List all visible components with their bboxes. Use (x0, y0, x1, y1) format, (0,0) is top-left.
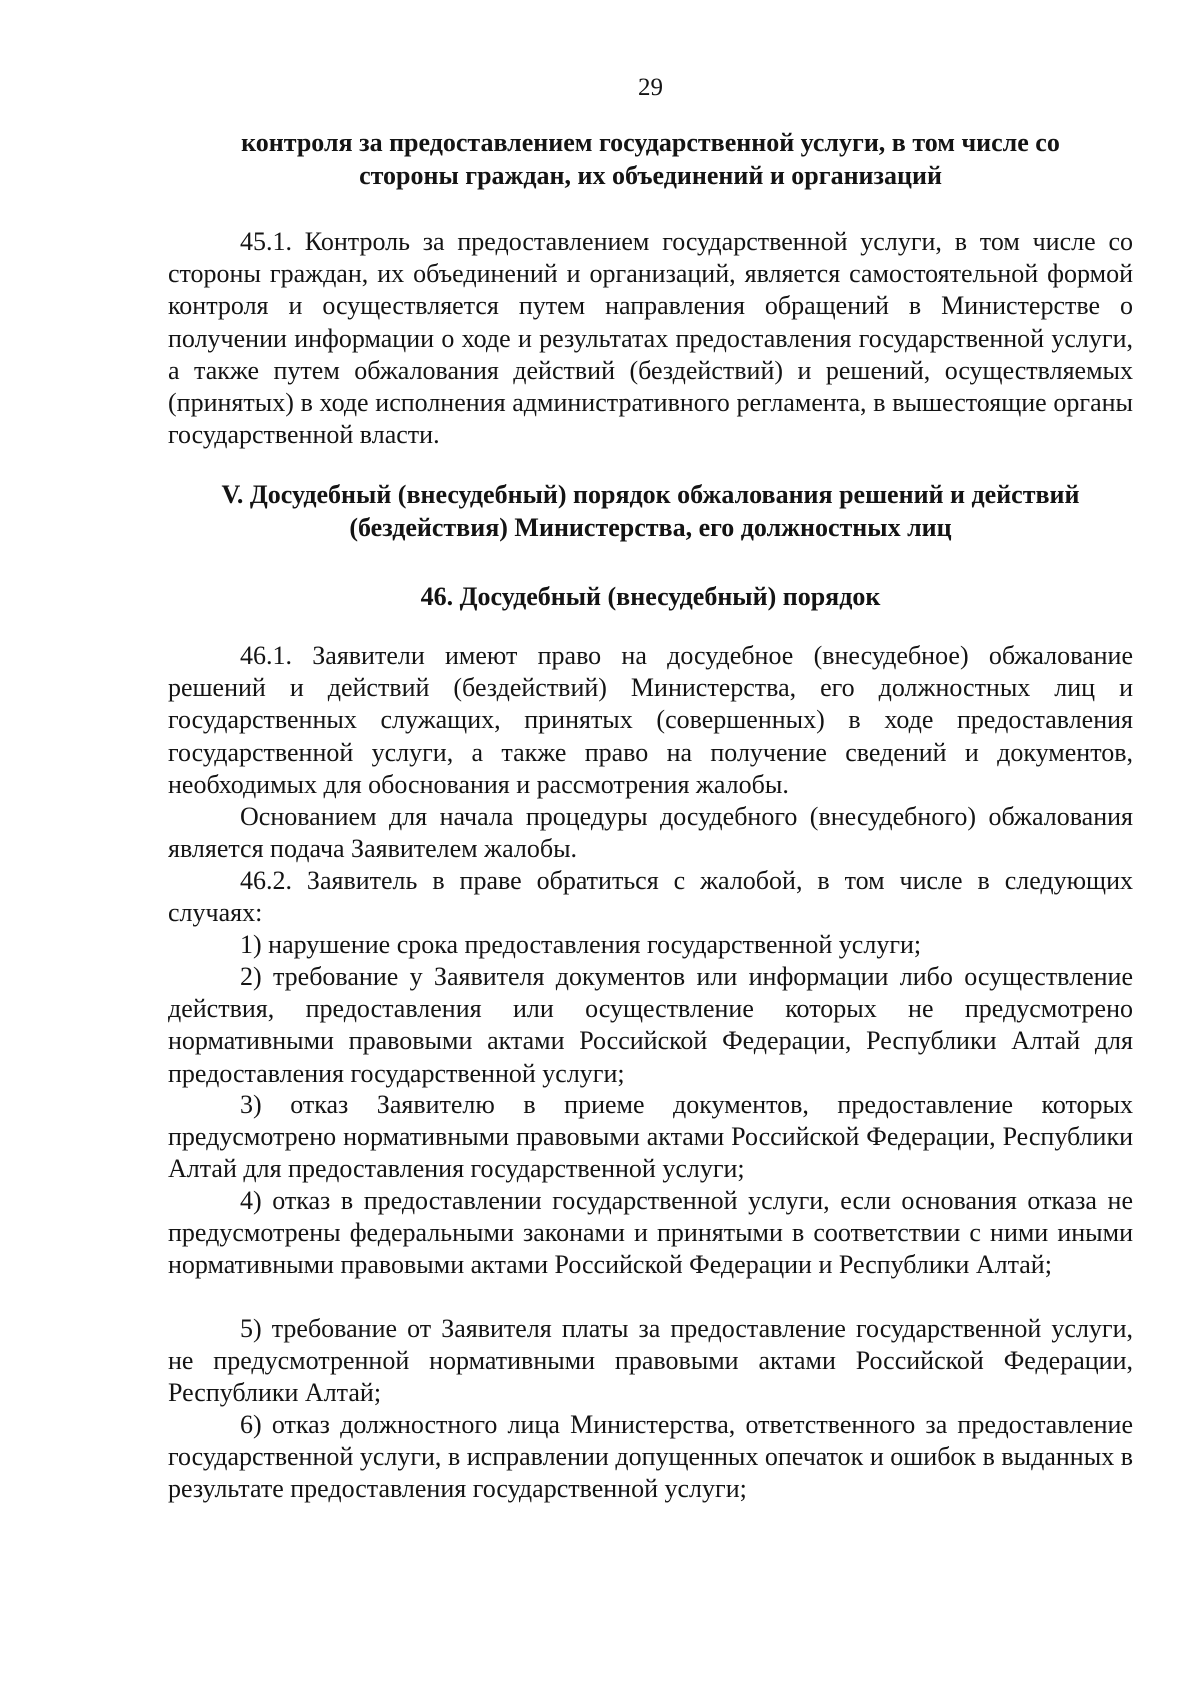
list-item: 1) нарушение срока предоставления государственной услуги; (240, 930, 922, 959)
section-v-heading-line1: V. Досудебный (внесудебный) порядок обжалования решений и действий (221, 480, 1080, 509)
list-item: 4) отказ в предоставлении государственной услуги, если основания отказа не предусмотрены федеральными законами и принятыми в соответствии с ними иными нормативными правовыми актами Российской Федерации и Республики Алтай; (168, 1186, 1133, 1280)
paragraph-45-1: 45.1. Контроль за предоставлением государственной услуги, в том числе со стороны граждан, их объединений и организаций, является самостоятельной формой контроля и осуществляется путем направления обращений в Министерстве о получении информации о ходе и результатах предоставления государственной услуги, а также путем обжалования действий (бездействий) и решений, осуществляемых (принятых) в ходе исполнения административного регламента, в вышестоящие органы государственной власти. (168, 227, 1133, 450)
control-heading-line2: стороны граждан, их объединений и организаций (359, 161, 942, 190)
paragraph-basis: Основанием для начала процедуры досудебного (внесудебного) обжалования является подача Заявителем жалобы. (168, 802, 1133, 864)
list-item: 2) требование у Заявителя документов или информации либо осуществление действия, предоставления или осуществление которых не предусмотрено нормативными правовыми актами Российской Федерации, Республики Алтай для предоставления государственной услуги; (168, 962, 1133, 1088)
section-v-heading-line2: (бездействия) Министерства, его должностных лиц (349, 513, 952, 542)
paragraph-46-1: 46.1. Заявители имеют право на досудебное (внесудебное) обжалование решений и действий (бездействий) Министерства, его должностных лиц и государственных служащих, принятых (совершенных) в ходе предоставления государственной услуги, а также право на получение сведений и документов, необходимых для обоснования и рассмотрения жалобы. (168, 641, 1133, 799)
heading-46: 46. Досудебный (внесудебный) порядок (420, 582, 881, 611)
paragraph-46-2: 46.2. Заявитель в праве обратиться с жалобой, в том числе в следующих случаях: (168, 866, 1133, 928)
page-number: 29 (638, 74, 663, 101)
list-item: 5) требование от Заявителя платы за предоставление государственной услуги, не предусмотренной нормативными правовыми актами Российской Федерации, Республики Алтай; (168, 1314, 1133, 1408)
control-heading-line1: контроля за предоставлением государственной услуги, в том числе со (241, 128, 1060, 157)
control-heading (168, 126, 1133, 192)
document-page (168, 0, 1133, 1698)
section-v-heading (168, 478, 1133, 544)
list-item: 3) отказ Заявителю в приеме документов, предоставление которых предусмотрено нормативными правовыми актами Российской Федерации, Республики Алтай для предоставления государственной услуги; (168, 1090, 1133, 1184)
list-item: 6) отказ должностного лица Министерства, ответственного за предоставление государственной услуги, в исправлении допущенных опечаток и ошибок в выданных в результате предоставления государственной услуги; (168, 1410, 1133, 1504)
